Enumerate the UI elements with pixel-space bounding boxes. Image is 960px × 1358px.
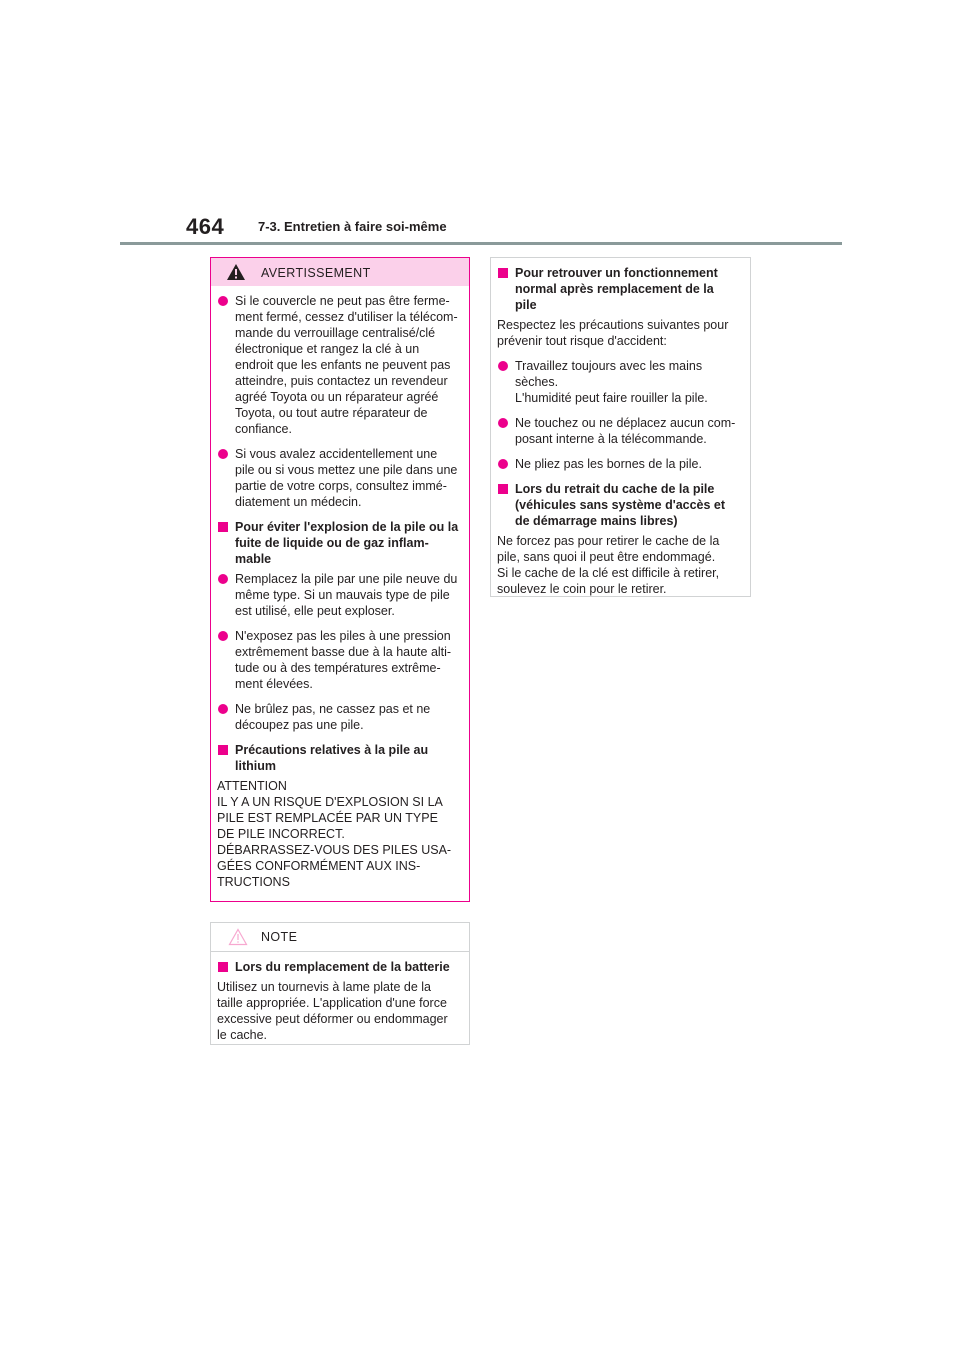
- bullet-dot-icon: [218, 296, 228, 306]
- caution-outline-icon: [228, 928, 248, 949]
- square-bullet-icon: [218, 522, 228, 532]
- bullet-text: Remplacez la pile par une pile neuve du même type. Si un mauvais type de pile est utilisé, elle peut exploser.: [235, 572, 458, 618]
- paragraph: Utilisez un tournevis à lame plate de la taille appropriée. L'application d'une force excessive peut déformer ou endommager le cache.: [217, 980, 448, 1042]
- page-number: 464: [186, 214, 225, 239]
- square-bullet-icon: [498, 268, 508, 278]
- warning-box: [210, 257, 470, 902]
- bullet-text: Travaillez toujours avec les mains sèches. L'humidité peut faire rouiller la pile.: [515, 359, 708, 405]
- paragraph: ATTENTION IL Y A UN RISQUE D'EXPLOSION SI LA PILE EST REMPLACÉE PAR UN TYPE DE PILE INCORRECT. DÉBARRASSEZ-VOUS DES PILES USA- GÉES CONFORMÉMENT AUX INS- TRUCTIONS: [217, 779, 452, 889]
- bullet-dot-icon: [498, 459, 508, 469]
- bullet-item: [217, 701, 461, 733]
- bullet-item: [497, 358, 742, 406]
- subheading-text: Pour retrouver un fonctionnement normal après remplacement de la pile: [515, 266, 718, 312]
- subheading: [217, 959, 461, 975]
- bullet-item: [217, 446, 461, 510]
- bullet-text: Ne pliez pas les bornes de la pile.: [515, 457, 702, 471]
- bullet-dot-icon: [498, 361, 508, 371]
- bullet-text: Ne touchez ou ne déplacez aucun com- posant interne à la télécommande.: [515, 416, 736, 446]
- note-content: [211, 952, 469, 1043]
- bullet-text: Si le couvercle ne peut pas être ferme- ment fermé, cessez d'utiliser la télécom- mande du verrouillage centralisé/clé électronique et rangez la clé à un endroit que les enfants ne peuvent pas atteindre, puis contactez un revendeur agréé Toyota ou un réparateur agréé Toyota, ou tout autre réparateur de confiance.: [235, 294, 458, 436]
- square-bullet-icon: [218, 962, 228, 972]
- bullet-item: [217, 293, 461, 437]
- bullet-text: Si vous avalez accidentellement une pile ou si vous mettez une pile dans une partie de votre corps, consultez immé- diatement un médecin.: [235, 447, 458, 509]
- subheading-text: Pour éviter l'explosion de la pile ou la fuite de liquide ou de gaz inflam- mable: [235, 520, 459, 566]
- bullet-dot-icon: [218, 449, 228, 459]
- subheading-text: Précautions relatives à la pile au lithium: [235, 743, 429, 773]
- bullet-item: [497, 456, 742, 472]
- info-content: [491, 258, 750, 597]
- note-box-header: [211, 923, 469, 952]
- bullet-item: [217, 628, 461, 692]
- section-title: 7-3. Entretien à faire soi-même: [258, 219, 447, 234]
- subheading-text: Lors du retrait du cache de la pile (véhicules sans système d'accès et de démarrage mains libres): [515, 482, 726, 528]
- info-box: [490, 257, 751, 597]
- square-bullet-icon: [218, 745, 228, 755]
- bullet-dot-icon: [498, 418, 508, 428]
- note-box: [210, 922, 470, 1045]
- bullet-text: Ne brûlez pas, ne cassez pas et ne découpez pas une pile.: [235, 702, 431, 732]
- warning-triangle-icon: [226, 263, 246, 284]
- bullet-text: N'exposez pas les piles à une pression extrêmement basse due à la haute alti- tude ou à des températures extrême- ment élevées.: [235, 629, 452, 691]
- subheading: [217, 519, 461, 567]
- bullet-item: [217, 571, 461, 619]
- subheading: [217, 742, 461, 774]
- header-divider: [120, 242, 842, 245]
- paragraph: Respectez les précautions suivantes pour prévenir tout risque d'accident:: [497, 318, 729, 348]
- bullet-dot-icon: [218, 574, 228, 584]
- note-title: NOTE: [261, 930, 298, 944]
- square-bullet-icon: [498, 484, 508, 494]
- bullet-item: [497, 415, 742, 447]
- warning-content: [211, 286, 469, 890]
- subheading: [497, 265, 742, 313]
- bullet-dot-icon: [218, 704, 228, 714]
- page-header: [0, 0, 960, 250]
- subheading: [497, 481, 742, 529]
- warning-title: AVERTISSEMENT: [261, 266, 371, 280]
- subheading-text: Lors du remplacement de la batterie: [235, 960, 450, 974]
- warning-box-header: [211, 258, 469, 286]
- paragraph: Ne forcez pas pour retirer le cache de la pile, sans quoi il peut être endommagé. Si le cache de la clé est difficile à retirer, soulevez le coin pour le retirer.: [497, 534, 720, 596]
- bullet-dot-icon: [218, 631, 228, 641]
